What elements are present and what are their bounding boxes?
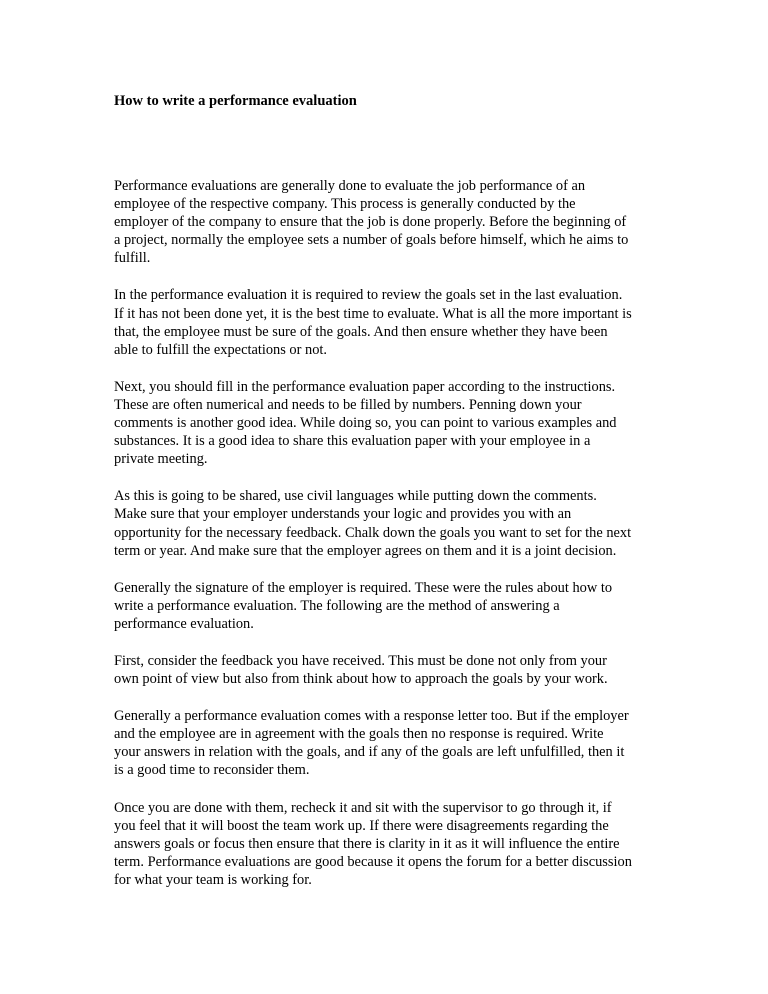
paragraph-line: for what your team is working for. <box>114 871 312 888</box>
paragraph-line: Next, you should fill in the performance evaluation paper according to the instructions. <box>114 378 616 395</box>
paragraph-line: a project, normally the employee sets a number of goals before himself, which he aims to <box>114 232 629 249</box>
paragraph-line: that, the employee must be sure of the goals. And then ensure whether they have been <box>114 323 608 340</box>
paragraph-line: performance evaluation. <box>114 615 254 632</box>
paragraph-line: your answers in relation with the goals, and if any of the goals are left unfulfilled, then it <box>114 744 625 761</box>
paragraph-line: write a performance evaluation. The following are the method of answering a <box>114 597 560 614</box>
paragraph-line: Make sure that your employer understands your logic and provides you with an <box>114 506 572 523</box>
document-body <box>114 177 662 908</box>
paragraph-line: you feel that it will boost the team work up. If there were disagreements regarding the <box>114 817 609 834</box>
paragraph-line: opportunity for the necessary feedback. Chalk down the goals you want to set for the next <box>114 524 632 541</box>
paragraph-line: answers goals or focus then ensure that there is clarity in it as it will influence the entire <box>114 835 620 852</box>
paragraph-line: term. Performance evaluations are good because it opens the forum for a better discussion <box>114 853 632 870</box>
paragraph <box>114 487 662 559</box>
paragraph-line: In the performance evaluation it is required to review the goals set in the last evaluation. <box>114 287 623 304</box>
paragraph-line: comments is another good idea. While doing so, you can point to various examples and <box>114 415 617 432</box>
paragraph-line: As this is going to be shared, use civil languages while putting down the comments. <box>114 488 597 505</box>
paragraph-line: private meeting. <box>114 451 208 468</box>
paragraph-line: employee of the respective company. This process is generally conducted by the <box>114 196 576 213</box>
paragraph-line: substances. It is a good idea to share this evaluation paper with your employee in a <box>114 433 591 450</box>
paragraph-line: term or year. And make sure that the employer agrees on them and it is a joint decision. <box>114 542 617 559</box>
paragraph <box>114 286 662 358</box>
paragraph <box>114 707 662 779</box>
paragraph-line: If it has not been done yet, it is the best time to evaluate. What is all the more important is <box>114 305 632 322</box>
paragraph-line: Generally the signature of the employer is required. These were the rules about how to <box>114 579 613 596</box>
paragraph-line: Generally a performance evaluation comes with a response letter too. But if the employer <box>114 708 629 725</box>
document-title: How to write a performance evaluation <box>114 93 357 109</box>
paragraph <box>114 579 662 633</box>
paragraph-line: These are often numerical and needs to be filled by numbers. Penning down your <box>114 396 582 413</box>
paragraph-line: Performance evaluations are generally done to evaluate the job performance of an <box>114 178 586 194</box>
paragraph <box>114 378 662 468</box>
paragraph-line: First, consider the feedback you have received. This must be done not only from your <box>114 652 607 669</box>
paragraph-line: fulfill. <box>114 250 151 267</box>
paragraph-line: own point of view but also from think about how to approach the goals by your work. <box>114 671 608 688</box>
paragraph-line: is a good time to reconsider them. <box>114 762 310 779</box>
paragraph-line: able to fulfill the expectations or not. <box>114 341 327 358</box>
paragraph-line: employer of the company to ensure that the job is done properly. Before the beginning of <box>114 214 627 231</box>
paragraph <box>114 652 662 688</box>
paragraph-line: Once you are done with them, recheck it and sit with the supervisor to go through it, if <box>114 799 612 816</box>
paragraph <box>114 799 662 889</box>
paragraph-line: and the employee are in agreement with the goals then no response is required. Write <box>114 726 604 743</box>
paragraph <box>114 177 662 267</box>
